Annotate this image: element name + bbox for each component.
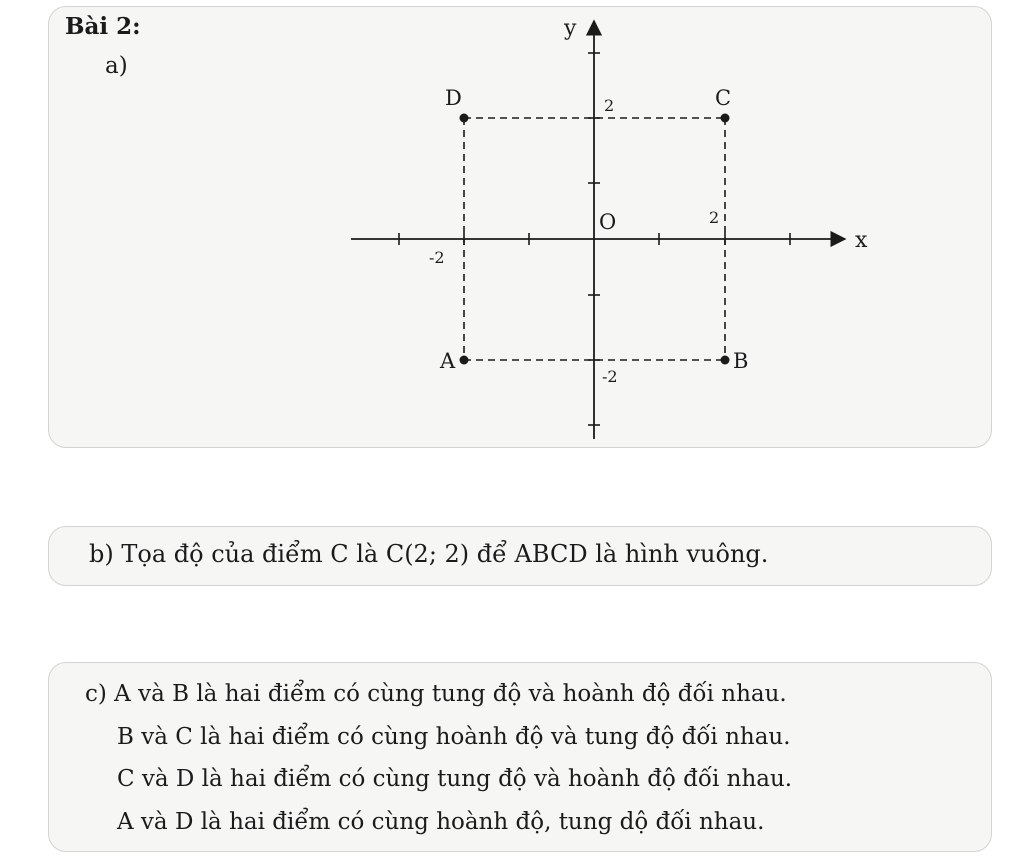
origin-label: O <box>599 210 617 234</box>
part-b-card <box>48 526 992 586</box>
point-c-label: C <box>715 86 732 110</box>
point-d <box>460 114 469 123</box>
part-c-line: C và D là hai điểm có cùng tung độ và hoành độ đối nhau. <box>117 766 793 792</box>
point-b-label: B <box>733 349 749 373</box>
part-c-line: c) A và B là hai điểm có cùng tung độ và hoành độ đối nhau. <box>85 681 787 707</box>
coordinate-graph <box>49 7 993 449</box>
y-tick-label-pos: 2 <box>604 96 615 115</box>
part-a-card <box>48 6 992 448</box>
point-a-label: A <box>440 349 456 373</box>
exercise-title: Bài 2: <box>65 13 141 40</box>
part-c-line: A và D là hai điểm có cùng hoành độ, tung dộ đối nhau. <box>117 808 765 835</box>
part-c-card <box>48 662 992 852</box>
y-axis-label: y <box>564 16 577 41</box>
point-b <box>721 356 730 365</box>
part-c-lines <box>85 673 792 843</box>
point-d-label: D <box>445 86 462 110</box>
part-c-line: B và C là hai điểm có cùng hoành độ và tung độ đối nhau. <box>117 723 791 750</box>
point-a <box>460 356 469 365</box>
point-c <box>721 114 730 123</box>
part-a-label: a) <box>105 53 128 79</box>
y-tick-label-neg: -2 <box>602 367 618 386</box>
x-tick-label-neg: -2 <box>429 248 445 267</box>
x-axis-label: x <box>855 228 868 253</box>
x-tick-label-pos: 2 <box>709 208 720 227</box>
part-b-statement: b) Tọa độ của điểm C là C(2; 2) để ABCD là hình vuông. <box>89 540 769 568</box>
